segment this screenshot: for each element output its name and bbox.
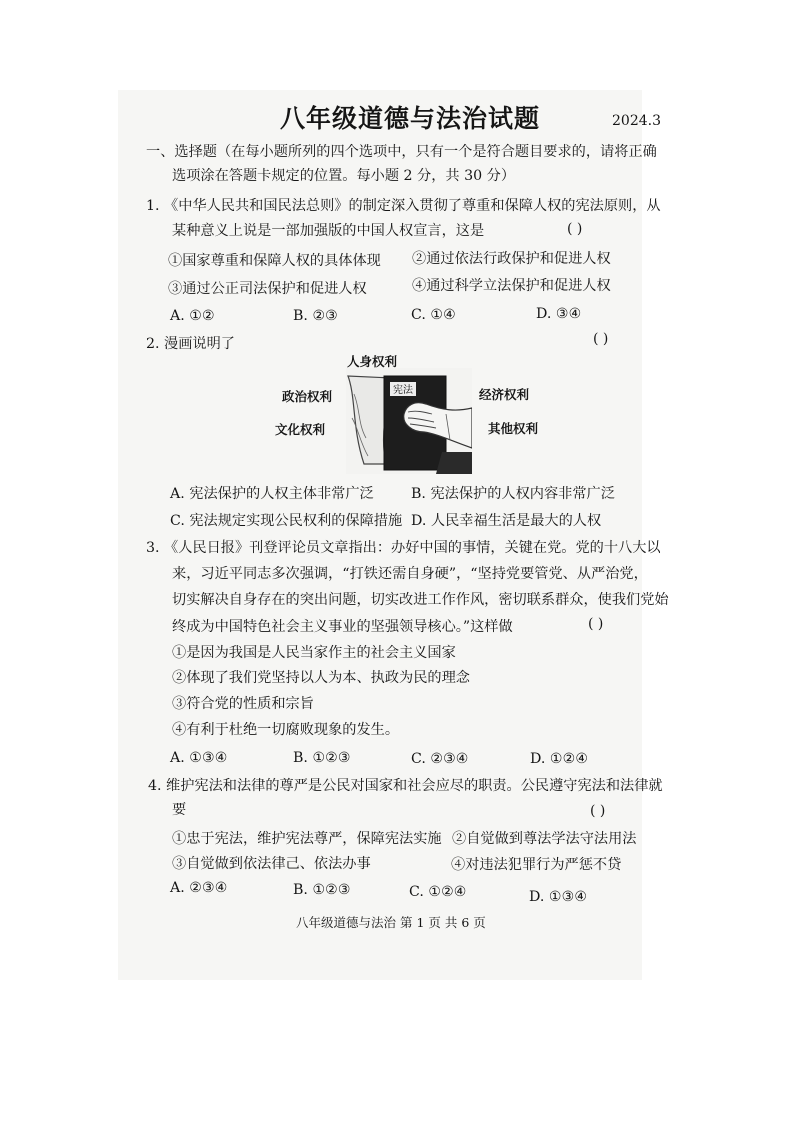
q4-option-b: B. ①②③ xyxy=(293,882,351,898)
q3-option-d: D. ①②④ xyxy=(530,751,589,767)
q1-option-b: B. ②③ xyxy=(293,308,338,324)
q1-option-c: C. ①④ xyxy=(411,307,456,323)
q1-stem-line2: 某种意义上说是一部加强版的中国人权宣言，这是 xyxy=(172,223,485,239)
q1-stem-line1: 1. 《中华人民共和国民法总则》的制定深入贯彻了尊重和保障人权的宪法原则，从 xyxy=(146,198,661,214)
q4-stem-line2: 要 xyxy=(172,802,187,818)
q4-statement-1: ①忠于宪法，维护宪法尊严，保障宪法实施 xyxy=(172,831,442,847)
cartoon-label-other-rights: 其他权利 xyxy=(488,421,539,436)
q3-statement-2: ②体现了我们党坚持以人为本、执政为民的理念 xyxy=(172,670,470,686)
cartoon-label-economic-rights: 经济权利 xyxy=(479,387,530,402)
q2-stem: 2. 漫画说明了 xyxy=(146,336,235,352)
q1-statement-2: ②通过依法行政保护和促进人权 xyxy=(412,251,611,267)
q4-stem-line1: 4. 维护宪法和法律的尊严是公民对国家和社会应尽的职责。公民遵守宪法和法律就 xyxy=(148,778,663,794)
page-title: 八年级道德与法治试题 xyxy=(280,104,541,133)
q1-option-a: A. ①② xyxy=(170,308,215,324)
exam-date: 2024.3 xyxy=(612,113,661,129)
q2-option-a: A. 宪法保护的人权主体非常广泛 xyxy=(170,486,374,502)
section-heading-line1: 一、选择题（在每小题所列的四个选项中，只有一个是符合题目要求的，请将正确 xyxy=(146,144,657,160)
q3-stem-line1: 3. 《人民日报》刊登评论员文章指出：办好中国的事情，关键在党。党的十八大以 xyxy=(146,540,661,556)
q1-option-d: D. ③④ xyxy=(536,306,582,322)
q4-statement-2: ②自觉做到尊法学法守法用法 xyxy=(452,831,637,847)
q2-answer-paren: ( ) xyxy=(593,331,609,347)
q4-statement-4: ④对违法犯罪行为严惩不贷 xyxy=(451,857,622,873)
q3-stem-line4: 终成为中国特色社会主义事业的坚强领导核心。”这样做 xyxy=(172,619,513,635)
hand-on-constitution-cartoon xyxy=(346,368,472,474)
q4-option-c: C. ①②④ xyxy=(409,884,467,900)
q3-option-b: B. ①②③ xyxy=(293,750,351,766)
q2-option-b: B. 宪法保护的人权内容非常广泛 xyxy=(411,486,615,502)
q3-stem-line3: 切实解决自身存在的突出问题，切实改进工作作风，密切联系群众，使我们党始 xyxy=(172,592,669,608)
q1-statement-3: ③通过公正司法保护和促进人权 xyxy=(168,281,367,297)
q2-option-d: D. 人民幸福生活是最大的人权 xyxy=(411,513,602,529)
q4-option-d: D. ①③④ xyxy=(529,889,588,905)
cartoon-label-personal-rights: 人身权利 xyxy=(347,354,398,369)
cartoon-label-political-rights: 政治权利 xyxy=(282,389,333,404)
q3-stem-line2: 来，习近平同志多次强调，“打铁还需自身硬”，“坚持党要管党、从严治党， xyxy=(172,566,648,582)
q1-statement-1: ①国家尊重和保障人权的具体体现 xyxy=(168,253,381,269)
q2-option-c: C. 宪法规定实现公民权利的保障措施 xyxy=(170,513,403,529)
q3-answer-paren: ( ) xyxy=(588,616,604,632)
q4-answer-paren: ( ) xyxy=(590,803,606,819)
q3-statement-1: ①是因为我国是人民当家作主的社会主义国家 xyxy=(172,645,456,661)
q3-option-c: C. ②③④ xyxy=(411,751,469,767)
book-title-text: 宪法 xyxy=(393,385,413,396)
q3-statement-4: ④有利于杜绝一切腐败现象的发生。 xyxy=(172,722,400,738)
q1-statement-4: ④通过科学立法保护和促进人权 xyxy=(412,278,611,294)
q4-option-a: A. ②③④ xyxy=(170,880,228,896)
q1-answer-paren: ( ) xyxy=(567,221,583,237)
q3-option-a: A. ①③④ xyxy=(170,750,228,766)
section-heading-line2: 选项涂在答题卡规定的位置。每小题 2 分，共 30 分） xyxy=(172,168,516,184)
cartoon-label-cultural-rights: 文化权利 xyxy=(275,422,326,437)
page-footer: 八年级道德与法治 第 1 页 共 6 页 xyxy=(296,915,486,930)
q4-statement-3: ③自觉做到依法律己、依法办事 xyxy=(172,856,371,872)
q3-statement-3: ③符合党的性质和宗旨 xyxy=(172,696,314,712)
